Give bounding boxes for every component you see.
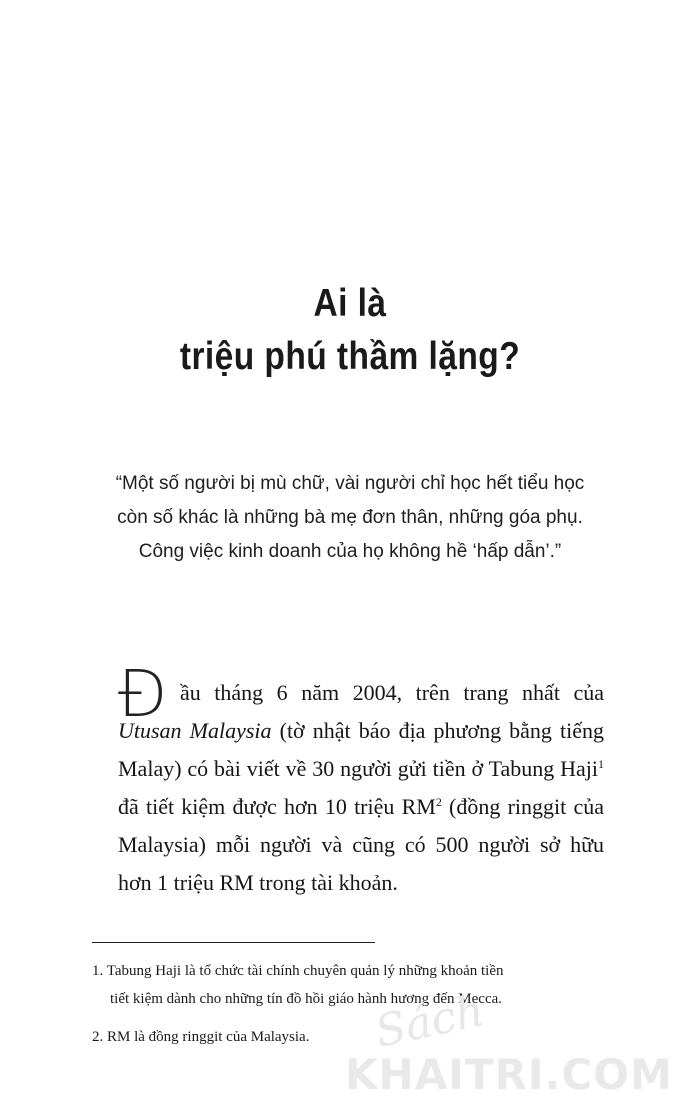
- footnote-divider: [92, 942, 375, 943]
- body-line-4-a: đã tiết kiệm được hơn 10 triệu RM: [118, 794, 436, 819]
- body-line-4: [118, 793, 604, 821]
- body-line-1: ầu tháng 6 năm 2004, trên trang nhất của: [180, 680, 604, 705]
- drop-cap: Đ: [118, 658, 168, 732]
- epigraph-line-3: Công việc kinh doanh của họ không hề ‘hấp dẫn’.”: [138, 541, 562, 562]
- epigraph-line-1: “Một số người bị mù chữ, vài người chỉ học hết tiểu học: [115, 473, 585, 494]
- footnote-1-line-1: 1. Tabung Haji là tổ chức tài chính chuyên quản lý những khoản tiền: [92, 963, 504, 979]
- watermark-logo: KHAITRI.COM: [345, 1050, 673, 1099]
- epigraph-line-2: còn số khác là những bà mẹ đơn thân, những góa phụ.: [117, 507, 583, 528]
- body-line-5: Malaysia) mỗi người và cũng có 500 người sở hữu: [118, 832, 604, 857]
- footnote-ref-2: 2: [435, 795, 442, 809]
- body-line-6: hơn 1 triệu RM trong tài khoản.: [118, 870, 398, 895]
- footnote-2: 2. RM là đồng ringgit của Malaysia.: [92, 1029, 310, 1045]
- body-line-4-b: (đồng ringgit của: [441, 794, 604, 819]
- newspaper-name: Utusan Malaysia: [118, 718, 272, 743]
- footnote-1-line-2: tiết kiệm dành cho những tín đồ hồi giáo hành hương đến Mecca.: [110, 991, 503, 1007]
- body-line-3-text: Malay) có bài viết về 30 người gửi tiền ở Tabung Haji: [118, 756, 598, 781]
- chapter-title-line-1: Ai là: [313, 282, 387, 325]
- body-line-2-rest: (tờ nhật báo địa phương bằng tiếng: [271, 718, 604, 743]
- footnote-ref-1: 1: [598, 757, 604, 771]
- body-line-3: [118, 755, 604, 783]
- body-line-2: [118, 717, 604, 745]
- watermark-script: Sách: [370, 985, 489, 1058]
- chapter-title-line-2: triệu phú thầm lặng?: [179, 335, 521, 378]
